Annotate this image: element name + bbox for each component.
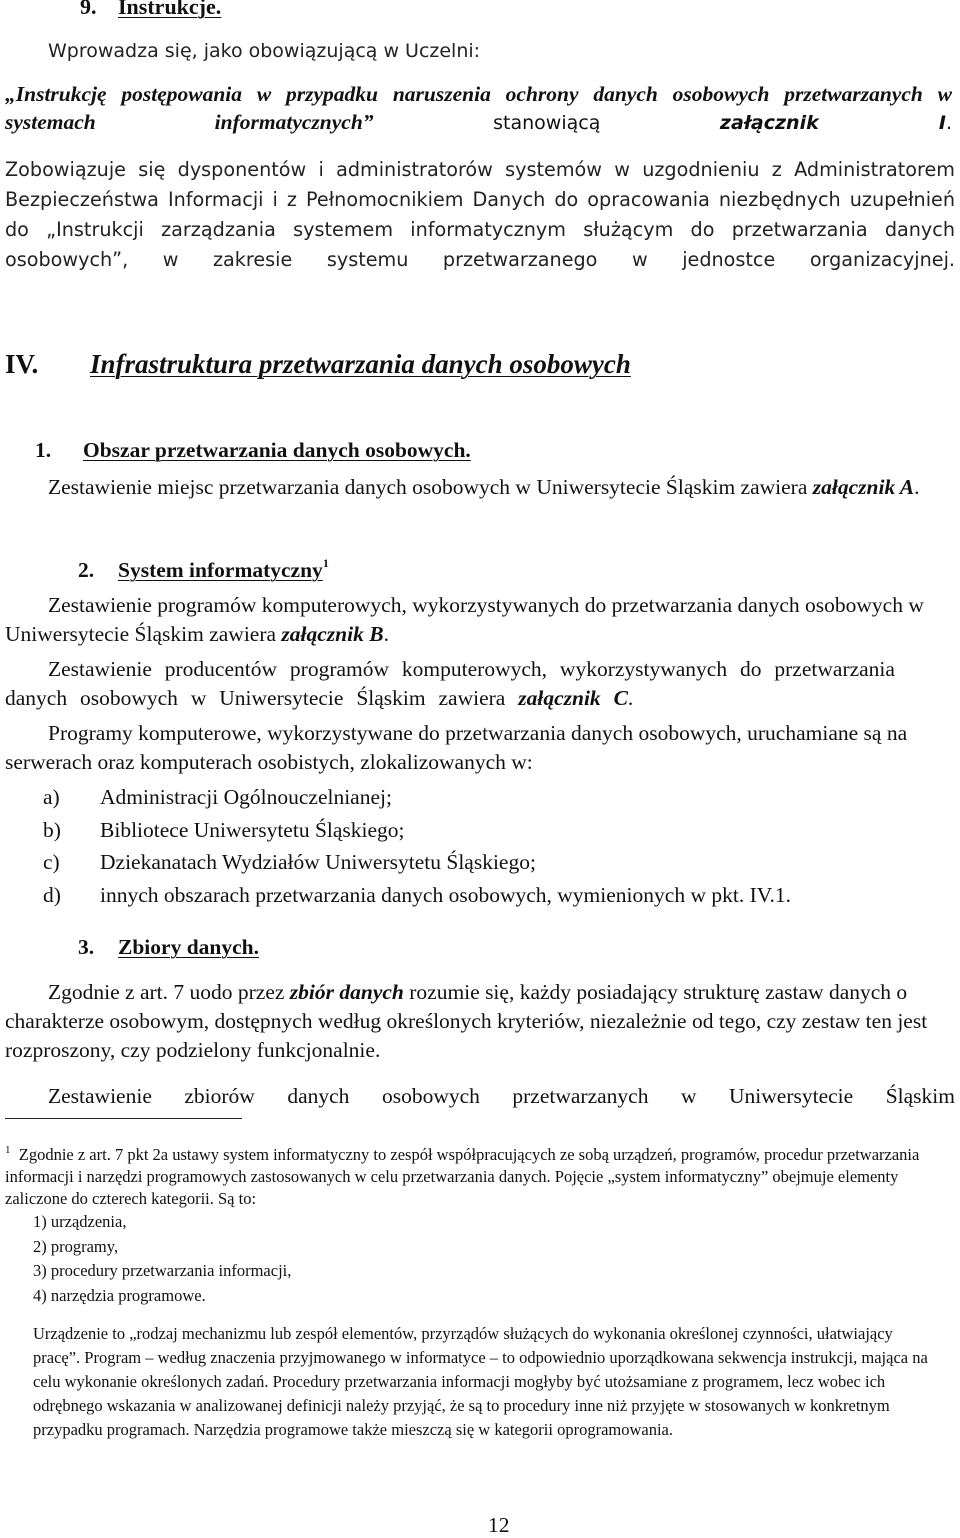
subsection-3-paragraph-2: Zestawienie zbiorów danych osobowych przetwarzanych w Uniwersytecie Śląskim xyxy=(48,1084,955,1108)
section-9-number: 9. xyxy=(80,0,97,19)
subsection-1-heading xyxy=(35,438,471,463)
section-9-heading xyxy=(80,0,221,20)
section-9-intro: Wprowadza się, jako obowiązującą w Uczelni: xyxy=(48,40,481,62)
subsection-3-title: Zbiory danych. xyxy=(118,935,259,959)
list-label: d) xyxy=(43,883,61,907)
subsection-1-number: 1. xyxy=(35,438,52,462)
section-9-instruction-paragraph xyxy=(5,80,952,137)
subsection-3-number: 3. xyxy=(78,935,95,959)
footnote-text xyxy=(5,1139,955,1210)
subsection-1-body: Zestawienie miejsc przetwarzania danych osobowych w Uniwersytecie Śląskim zawiera xyxy=(48,475,813,499)
page-number: 12 xyxy=(488,1513,510,1537)
footnote-list-item: 4) narzędzia programowe. xyxy=(33,1286,206,1305)
list-item xyxy=(43,818,405,843)
subsection-1-end: . xyxy=(914,475,920,499)
paragraph-1-end: . xyxy=(383,622,389,646)
list-text: innych obszarach przetwarzania danych osobowych, wymienionych w pkt. IV.1. xyxy=(100,883,791,907)
instruction-title: „Instrukcję postępowania w przypadku naruszenia ochrony danych osobowych przetwarzanych w systemach informatycznych” xyxy=(5,82,952,134)
list-item xyxy=(43,883,791,908)
list-item xyxy=(43,850,536,875)
subsection-1-text xyxy=(5,472,955,502)
footnote-ref[interactable]: 1 xyxy=(322,556,329,570)
list-label: c) xyxy=(43,850,60,874)
list-label: a) xyxy=(43,785,60,809)
subsection-2-paragraph-2 xyxy=(5,655,955,713)
paragraph-2-end: . xyxy=(627,686,634,710)
annex-text: stanowiącą xyxy=(373,112,720,134)
list-text: Administracji Ogólnouczelnianej; xyxy=(100,785,392,809)
footnote-definitions: Urządzenie to „rodzaj mechanizmu lub zespół elementów, przyrządów służących do wykonania określonej czynności, ułatwiający pracę”. Program – według znaczenia przyjmowanego w informatyce – to odpowiednio uporządkowana sekwencja instrukcji, mająca na celu wykonanie określonych zadań. Procedury przetwarzania informacji mogłyby być utożsamiane z programem, lecz wobec ich odrębnego wskazania w analizowanej definicji należy przyjąć, że są to procedury inne niż przyjęte w stosowanych w konkretnym przypadku programach. Narzędzia programowe także mieszczą się w kategorii oprogramowania. xyxy=(33,1324,928,1439)
paragraph-2-body: Zestawienie producentów programów komputerowych, wykorzystywanych do przetwarzania danych osobowych w Uniwersytecie Śląskim zawiera xyxy=(5,657,895,710)
list-text: Dziekanatach Wydziałów Uniwersytetu Śląskiego; xyxy=(100,850,536,874)
chapter-iv-title-text: Infrastruktura przetwarzania danych osobowych xyxy=(90,349,631,379)
footnote-body: Zgodnie z art. 7 pkt 2a ustawy system informatyczny to zespół współpracujących ze sobą urządzeń, programów, procedur przetwarzania informacji i narzędzi programowych zastosowanych w celu przetwarzania danych. Pojęcie „system informatyczny” obejmuje elementy zaliczone do czterech kategorii. Są to: xyxy=(5,1145,920,1208)
list-text: Bibliotece Uniwersytetu Śląskiego; xyxy=(100,818,405,842)
subsection-2-heading xyxy=(78,556,329,583)
subsection-1-title: Obszar przetwarzania danych osobowych. xyxy=(83,438,471,462)
subsection-2-paragraph-1 xyxy=(5,591,955,649)
subsection-2-number: 2. xyxy=(78,558,95,582)
footnote-list-item: 3) procedury przetwarzania informacji, xyxy=(33,1261,292,1280)
annex-c-label: załącznik C xyxy=(518,686,628,710)
annex-a-label: załącznik A xyxy=(812,475,915,499)
subsection-2-title: System informatyczny xyxy=(118,558,323,582)
chapter-iv-number: IV. xyxy=(5,349,39,379)
paragraph-start: Zgodnie z art. 7 uodo przez xyxy=(48,980,290,1004)
paragraph-1-body: Zestawienie programów komputerowych, wykorzystywanych do przetwarzania danych osobowych w Uniwersytecie Śląskim zawiera xyxy=(5,593,924,646)
section-9-obligation: Zobowiązuje się dysponentów i administratorów systemów w uzgodnieniu z Administratorem Bezpieczeństwa Informacji i z Pełnomocnikiem Danych do opracowania niezbędnych uzupełnień do „Instrukcji zarządzania systemem informatycznym służącym do przetwarzania danych osobowych”, w zakresie systemu przetwarzanego w jednostce organizacyjnej. xyxy=(5,158,955,271)
footnote-list-item: 1) urządzenia, xyxy=(33,1212,127,1231)
data-set-term: zbiór danych xyxy=(289,980,404,1004)
subsection-3-paragraph-1 xyxy=(5,978,955,1065)
footnote-separator xyxy=(5,1118,242,1119)
footnote-number: 1 xyxy=(5,1144,11,1156)
annex-label: załącznik I xyxy=(719,112,946,134)
subsection-2-paragraph-3: Programy komputerowe, wykorzystywane do przetwarzania danych osobowych, uruchamiane są na serwerach oraz komputerach osobistych, zlokalizowanych w: xyxy=(5,721,908,774)
annex-b-label: załącznik B xyxy=(281,622,384,646)
annex-end: . xyxy=(945,112,952,134)
paragraph-end: rozumie się, każdy posiadający strukturę zastaw danych o charakterze osobowym, dostępnych według określonych kryteriów, niezależnie od tego, czy zestaw ten jest rozproszony, czy podzielony funkcjonalnie. xyxy=(5,980,928,1062)
section-9-title: Instrukcje. xyxy=(118,0,222,19)
subsection-3-heading xyxy=(78,935,259,960)
list-label: b) xyxy=(43,818,61,842)
list-item xyxy=(43,785,392,810)
footnote-list-item: 2) programy, xyxy=(33,1237,119,1256)
chapter-iv-title xyxy=(90,349,631,380)
